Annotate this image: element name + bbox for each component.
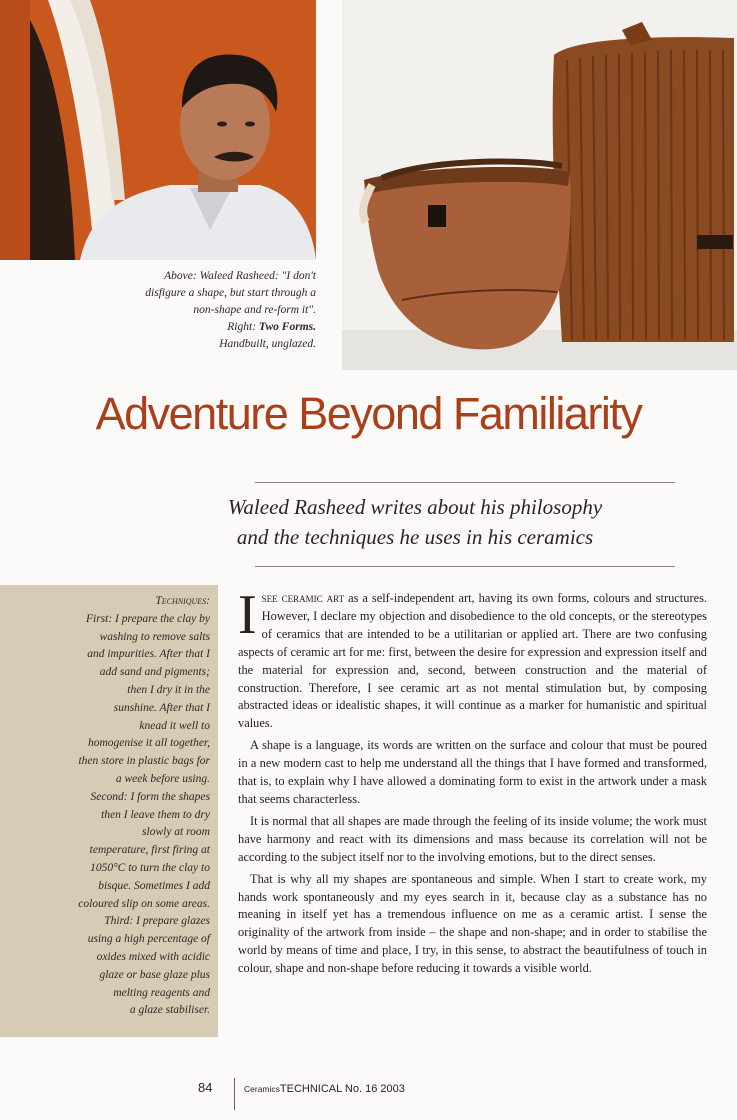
paragraph-1 — [238, 584, 707, 733]
sidebar-heading: Techniques: — [155, 595, 210, 607]
lead-in: see ceramic art — [261, 591, 345, 605]
sidebar-line: a glaze stabiliser. — [129, 1004, 210, 1017]
page-number: 84 — [198, 1080, 213, 1095]
sidebar-line: First: I prepare the clay by — [85, 612, 210, 625]
drop-cap: I — [238, 584, 257, 646]
sidebar-line: bisque. Sometimes I add — [98, 879, 210, 892]
sidebar-line: add sand and pigments; — [99, 666, 210, 679]
subtitle-line: Waleed Rasheed writes about his philosophy — [227, 495, 603, 519]
paragraph-1-text: as a self-independent art, having its own forms, colours and structures. However, I declare my objection and disobedience to the old concepts, or the stereotypes of ceramics that are intended to be a utilitarian or applied art. There are two confusing aspects of ceramic art for me: first, between the desire for expression and expression itself and the material for expression and, second, between construction and the material of construction. Therefore, I see ceramic art as not mental stimulation but, by composing abstracted ideas or idealistic shapes, it will continue as a marker for humanistic and spiritual values. — [238, 591, 707, 731]
subtitle-line: and the techniques he uses in his ceramics — [236, 525, 594, 549]
sidebar-line: slowly at room — [142, 826, 210, 839]
artwork-title: Two Forms. — [258, 321, 316, 333]
photo-caption — [120, 268, 316, 353]
sidebar-line: Second: I form the shapes — [90, 790, 210, 803]
caption-line: Above: Waleed Rasheed: "I don't — [164, 270, 316, 282]
article-subtitle — [150, 492, 680, 552]
sidebar-line: coloured slip on some areas. — [78, 897, 210, 910]
sidebar-line: knead it well to — [139, 719, 210, 732]
magazine-name-prefix: Ceramics — [244, 1084, 280, 1094]
sidebar-line: glaze or base glaze plus — [99, 968, 210, 981]
sidebar-line: and impurities. After that I — [87, 648, 210, 661]
caption-line: non-shape and re-form it". — [193, 304, 316, 316]
sidebar-line: then I dry it in the — [127, 683, 210, 696]
sidebar-line: temperature, first firing at — [89, 844, 210, 857]
caption-line: disfigure a shape, but start through a — [145, 287, 316, 299]
magazine-issue — [244, 1083, 405, 1095]
ceramic-sculpture-photo — [342, 0, 737, 370]
sidebar-line: Third: I prepare glazes — [104, 915, 210, 928]
article-body — [238, 584, 707, 982]
paragraph-3: It is normal that all shapes are made through the feeling of its inside volume; the work must have harmony and react with its dimensions and mass because its correlation will not be according to the subject itself nor to the involving emotions, but to the direct senses. — [238, 813, 707, 864]
subtitle-rule-bottom — [255, 566, 675, 567]
magazine-name-main: TECHNICAL No. 16 2003 — [279, 1083, 405, 1095]
sidebar-line: then store in plastic bags for — [78, 755, 210, 768]
caption-line — [120, 319, 316, 336]
article-title: Adventure Beyond Familiarity — [95, 388, 642, 439]
sidebar-line: washing to remove salts — [99, 630, 210, 643]
sidebar-line: oxides mixed with acidic — [96, 950, 210, 963]
techniques-text — [10, 593, 210, 1020]
paragraph-4: That is why all my shapes are spontaneous and simple. When I start to create work, my hands work spontaneously and my eyes search in it, because clay as a substance has no meaning in itself yet has a tremendous influence on me as a ceramic artist. I sense the originality of the artwork from inside – the shape and non-shape; and in order to stabilise the world by means of time and place, I try, in this sense, to abstract the beautifulness of touch in colour, shape and non-shape before reducing it towards a visible world. — [238, 871, 707, 976]
artist-portrait-photo — [0, 0, 316, 260]
paragraph-2: A shape is a language, its words are written on the surface and colour that must be poured in a new modern cast to help me understand all the things that I have formed and transformed, that is, to explain why I have allowed a dominating form to exist in the artwork under a mask that seems characterless. — [238, 738, 707, 806]
title-rule-top — [255, 482, 675, 483]
sidebar-line: homogenise it all together, — [87, 737, 210, 750]
sidebar-line: 1050°C to turn the clay to — [90, 861, 210, 874]
footer-divider — [234, 1078, 235, 1110]
sidebar-line: then I leave them to dry — [101, 808, 210, 821]
techniques-sidebar — [0, 585, 218, 1037]
sidebar-line: using a high percentage of — [87, 933, 210, 946]
caption-line: Handbuilt, unglazed. — [219, 338, 316, 350]
sidebar-line: melting reagents and — [113, 986, 210, 999]
sidebar-line: sunshine. After that I — [113, 701, 210, 714]
caption-prefix: Right: — [227, 321, 259, 333]
sidebar-line: a week before using. — [115, 772, 210, 785]
